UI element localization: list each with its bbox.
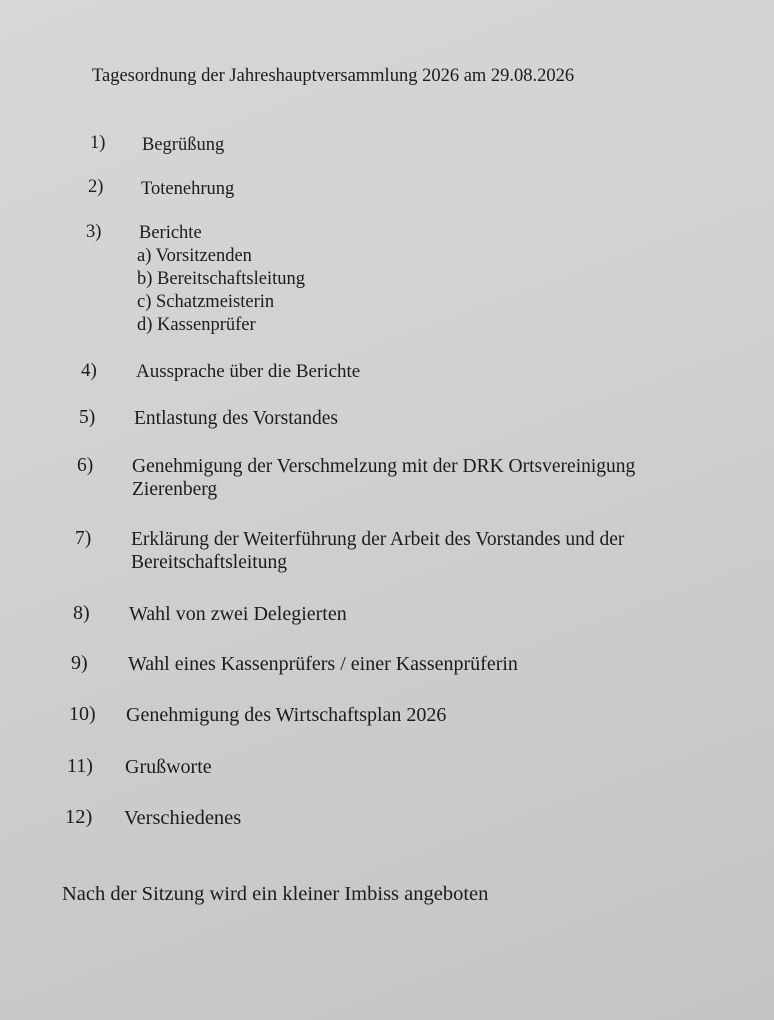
agenda-item-text: Entlastung des Vorstandes <box>134 408 339 429</box>
agenda-item-number: 1) <box>90 133 106 153</box>
agenda-item-number: 6) <box>77 455 94 476</box>
agenda-item-text-line2: Bereitschaftsleitung <box>131 552 287 573</box>
agenda-item-number: 10) <box>69 703 96 725</box>
agenda-item-number: 5) <box>79 407 96 428</box>
footer-note: Nach der Sitzung wird ein kleiner Imbiss angeboten <box>62 883 489 905</box>
agenda-subitem-a: a) Vorsitzenden <box>137 246 252 266</box>
agenda-subitem-d: d) Kassenprüfer <box>137 315 256 335</box>
agenda-item-number: 7) <box>75 528 92 549</box>
agenda-item-text: Wahl von zwei Delegierten <box>129 603 347 625</box>
agenda-item-number: 4) <box>81 360 97 381</box>
agenda-item-text: Berichte <box>139 223 202 243</box>
agenda-item-text: Grußworte <box>125 756 212 778</box>
agenda-item-text-line2: Zierenberg <box>132 479 218 500</box>
document-title: Tagesordnung der Jahreshauptversammlung 2026 am 29.08.2026 <box>92 66 575 86</box>
agenda-item-number: 8) <box>73 602 90 624</box>
agenda-item-number: 2) <box>88 177 104 197</box>
agenda-item-number: 12) <box>65 806 93 828</box>
agenda-item-text: Erklärung der Weiterführung der Arbeit des Vorstandes und der <box>131 529 625 550</box>
agenda-subitem-c: c) Schatzmeisterin <box>137 292 275 312</box>
agenda-item-number: 3) <box>86 222 102 242</box>
agenda-item-text: Verschiedenes <box>124 807 242 829</box>
agenda-item-text: Wahl eines Kassenprüfers / einer Kassenprüferin <box>128 653 518 675</box>
agenda-item-text: Begrüßung <box>142 135 225 155</box>
agenda-item-number: 11) <box>67 755 93 777</box>
agenda-item-text: Genehmigung des Wirtschaftsplan 2026 <box>126 704 447 726</box>
agenda-subitem-b: b) Bereitschaftsleitung <box>137 269 305 289</box>
agenda-item-text: Totenehrung <box>141 179 235 199</box>
agenda-item-text: Genehmigung der Verschmelzung mit der DRK Ortsvereinigung <box>132 456 636 477</box>
agenda-item-number: 9) <box>71 652 88 674</box>
agenda-item-text: Aussprache über die Berichte <box>136 361 361 382</box>
